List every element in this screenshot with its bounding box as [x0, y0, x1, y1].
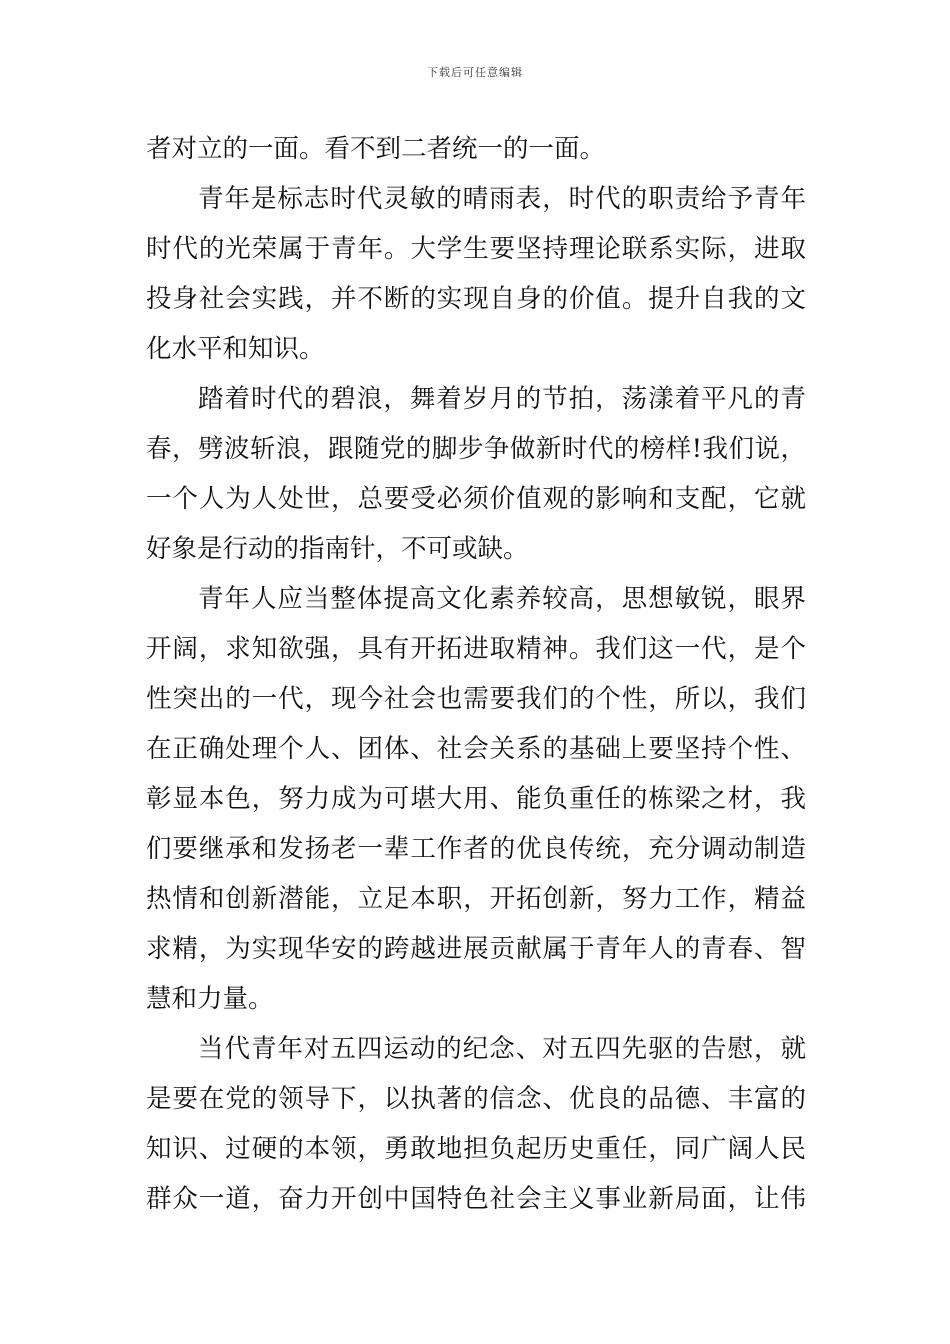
- text-line: 开阔，求知欲强，具有开拓进取精神。我们这一代，是个: [146, 634, 806, 664]
- text-line: 踏着时代的碧浪，舞着岁月的节拍，荡漾着平凡的青: [198, 384, 806, 414]
- text-line: 青年是标志时代灵敏的晴雨表，时代的职责给予青年: [198, 184, 806, 214]
- text-line: 在正确处理个人、团体、社会关系的基础上要坚持个性、: [146, 734, 806, 764]
- text-line: 性突出的一代，现今社会也需要我们的个性，所以，我们: [146, 684, 806, 714]
- text-line: 化水平和知识。: [146, 334, 325, 364]
- text-line: 彰显本色，努力成为可堪大用、能负重任的栋梁之材，我: [146, 784, 806, 814]
- text-line: 时代的光荣属于青年。大学生要坚持理论联系实际，进取: [146, 234, 806, 264]
- text-line: 当代青年对五四运动的纪念、对五四先驱的告慰，就: [198, 1034, 806, 1064]
- text-line: 一个人为人处世，总要受必须价值观的影响和支配，它就: [146, 484, 806, 514]
- text-line: 热情和创新潜能，立足本职，开拓创新，努力工作，精益: [146, 884, 806, 914]
- text-line: 是要在党的领导下，以执著的信念、优良的品德、丰富的: [146, 1084, 806, 1114]
- text-line: 好象是行动的指南针，不可或缺。: [146, 534, 529, 564]
- text-line: 青年人应当整体提高文化素养较高，思想敏锐，眼界: [198, 584, 806, 614]
- body-text: [146, 124, 806, 1224]
- text-line: 春，劈波斩浪，跟随党的脚步争做新时代的榜样!我们说，: [146, 434, 806, 464]
- text-line: 者对立的一面。看不到二者统一的一面。: [146, 134, 606, 164]
- text-line: 求精，为实现华安的跨越进展贡献属于青年人的青春、智: [146, 934, 806, 964]
- text-line: 慧和力量。: [146, 984, 274, 1014]
- text-line: 群众一道，奋力开创中国特色社会主义事业新局面，让伟: [146, 1184, 806, 1214]
- page-header: 下载后可任意编辑: [427, 66, 523, 79]
- text-line: 们要继承和发扬老一辈工作者的优良传统，充分调动制造: [146, 834, 806, 864]
- text-line: 知识、过硬的本领，勇敢地担负起历史重任，同广阔人民: [146, 1134, 806, 1164]
- text-line: 投身社会实践，并不断的实现自身的价值。提升自我的文: [146, 284, 806, 314]
